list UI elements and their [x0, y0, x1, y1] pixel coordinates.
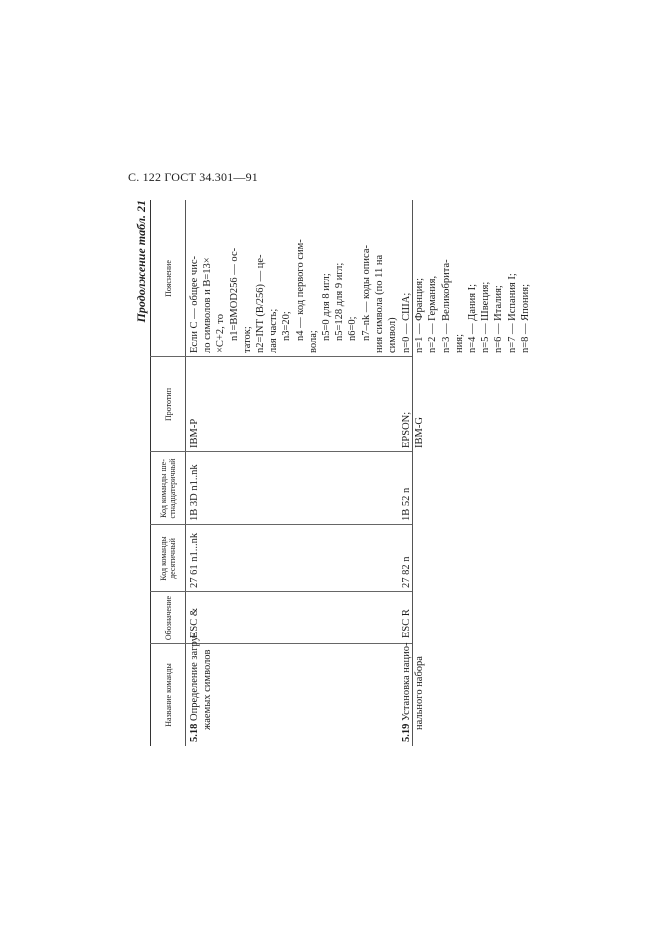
commands-table — [150, 200, 531, 746]
prototype-line: EPSON; — [401, 411, 412, 448]
explanation-line: n=2 — Германия, — [427, 275, 439, 353]
row-5-19-prototype — [400, 412, 426, 448]
explanation-line: n=8 — Япония; — [519, 283, 531, 353]
row-5-19-designation: ESC R — [401, 609, 412, 638]
column-divider — [150, 356, 413, 357]
explanation-line: n=5 — Швеция; — [480, 281, 492, 353]
column-divider — [150, 451, 413, 452]
row-5-18-number: 5.18 — [189, 723, 200, 742]
row-5-19-code-hex: 1B 52 n — [401, 487, 412, 521]
header-code-hex — [151, 452, 185, 525]
explanation-line: ×С+2, то — [215, 313, 227, 353]
header-code-dec-line-2: десятичный — [168, 538, 177, 579]
explanation-line: n5=128 для 9 игл; — [334, 262, 346, 341]
row-5-19-name-line-1: Установка нацио- — [401, 642, 412, 721]
explanation-line: n5=0 для 8 игл; — [321, 273, 333, 341]
explanation-line: n1=BMOD256 — ос- — [228, 247, 240, 341]
explanation-line: n7–nk — коды описа- — [360, 245, 372, 341]
explanation-line: лая часть; — [268, 308, 280, 353]
row-5-18-name — [188, 632, 214, 742]
explanation-line: n2=INT (B/256) — це- — [255, 254, 267, 353]
explanation-line: n4 — код первого сим- — [294, 239, 306, 341]
explanation-line: n=7 — Испания I; — [506, 273, 518, 353]
row-5-18-prototype: IBM-P — [189, 418, 200, 448]
header-designation: Обозначение — [163, 595, 173, 641]
row-5-18-name-line-1: Определение загру- — [189, 632, 200, 721]
header-code-dec — [151, 525, 185, 592]
header-code-hex-line-1: Код команды ше- — [159, 459, 168, 518]
explanation-line: n=0 — США; — [401, 292, 412, 353]
row-5-19-name-line-2: нального набора — [414, 656, 426, 730]
row-5-19-number: 5.19 — [401, 723, 412, 742]
table-header-row — [150, 200, 186, 746]
header-explanation: Пояснение — [163, 260, 173, 297]
rotated-table-block — [134, 200, 531, 746]
row-5-19-name — [400, 642, 426, 742]
explanation-line: n3=20; — [281, 311, 293, 341]
explanation-line: вола; — [307, 330, 319, 353]
explanation-line: n=4 — Дания I; — [467, 283, 479, 353]
explanation-line: Если С — общее чис- — [189, 256, 200, 353]
explanation-line: n6=0; — [347, 316, 359, 341]
row-5-18-explanation — [188, 239, 399, 353]
explanation-line: символ) — [387, 317, 399, 353]
row-5-18-designation: ESC & — [189, 607, 200, 638]
row-5-19-code-dec: 27 82 n — [401, 556, 412, 588]
row-5-18-name-line-2: жаемых символов — [202, 649, 214, 730]
header-prototype: Прототип — [163, 388, 173, 422]
row-5-18-code-dec: 27 61 n1...nk — [189, 532, 200, 588]
table-caption: Продолжение табл. 21 — [134, 200, 148, 323]
header-code-dec-line-1: Код команды — [159, 536, 168, 581]
row-5-19-explanation — [400, 259, 532, 353]
column-divider — [150, 591, 413, 592]
explanation-line: n=6 — Италия; — [493, 285, 505, 353]
explanation-line: ло символов и B=13× — [202, 257, 214, 353]
column-divider — [150, 524, 413, 525]
explanation-line: ния символа (по 11 на — [373, 254, 385, 353]
header-name: Название команды — [163, 663, 173, 727]
page-header: С. 122 ГОСТ 34.301—91 — [128, 170, 258, 184]
explanation-line: n=1 — Франция; — [414, 278, 426, 353]
header-code-hex-line-2: стнадцатеричный — [168, 458, 177, 519]
explanation-line: ния; — [453, 334, 465, 353]
prototype-line: IBM-G — [414, 417, 426, 448]
explanation-line: таток; — [241, 326, 253, 353]
row-5-18-code-hex: 1B 3D n1..nk — [189, 464, 200, 521]
explanation-line: n=3 — Великобрита- — [440, 259, 452, 353]
